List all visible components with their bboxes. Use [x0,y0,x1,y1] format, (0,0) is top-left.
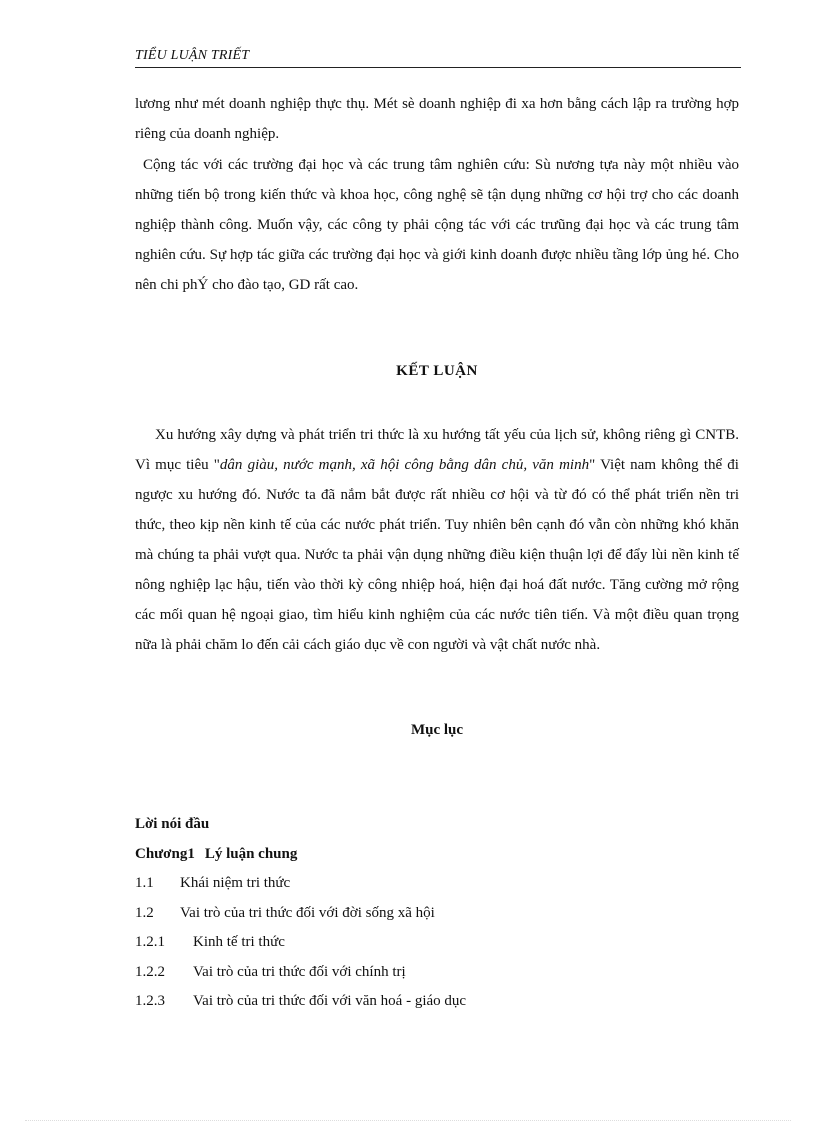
toc-item [135,899,739,929]
toc-chapter-1 [135,840,739,870]
toc-item [135,987,739,1017]
conclusion-paragraph [135,420,739,660]
toc-item [135,958,739,988]
conclusion-text-after: " Việt nam không thể đi ngược xu hướng đó. Nước ta đã nắm bắt được rất nhiều cơ hội và từ đó có thể phát triển nền tri thức, theo kịp nền kinh tế của các nước phát triển. Tuy nhiên bên cạnh đó vẫn còn những khó khăn mà chúng ta phải vượt qua. Nước ta phải vận dụng những điều kiện thuận lợi để đẩy lùi nền kinh tế nông nghiệp lạc hậu, tiến vào thời kỳ công nhiệp hoá, hiện đại hoá đất nước. Tăng cường mở rộng các mối quan hệ ngoại giao, tìm hiểu kinh nghiệm của các nước tiên tiến. Và một điều quan trọng nữa là phải chăm lo đến cải cách giáo dục về con người và vật chất nước nhà. [135,457,739,653]
toc-item-text: Vai trò của tri thức đối với văn hoá - giáo dục [193,993,467,1009]
toc-chapter-number: Chương1 [135,845,195,862]
paragraph-continuation [135,89,739,149]
conclusion-emphasis: dân giàu, nước mạnh, xã hội công bằng dân chủ, văn minh [219,457,590,473]
running-header [135,47,741,68]
toc-item-text: Vai trò của tri thức đối với đời sống xã hội [180,904,435,921]
paragraph-text: lương như mét doanh nghiệp thực thụ. Mét sè doanh nghiệp đi xa hơn bằng cách lập ra trường hợp riêng của doanh nghiệp. [135,96,739,142]
toc-item-number: 1.2.1 [135,934,165,950]
page-bottom-border [25,1120,791,1121]
toc-item-text: Khái niệm tri thức [180,875,291,891]
toc-item-number: 1.2.3 [135,993,165,1009]
toc-preface: Lời nói đầu [135,816,210,832]
toc-item-number: 1.2.2 [135,963,165,980]
conclusion-text-before: Xu hướng xây dựng và phát triển tri thức là xu hướng tất yếu của lịch sử, không riêng gì CNTB. Vì mục tiêu " [135,427,739,473]
toc-chapter-title: Lý luận chung [204,845,298,862]
toc-item-text: Kinh tế tri thức [193,934,285,950]
conclusion-text [135,420,739,660]
toc-item-number: 1.2 [135,904,154,921]
toc-item [135,928,739,958]
paragraph-text: Cộng tác với các trường đại học và các trung tâm nghiên cứu: Sù nương tựa này một nhiều vào những tiến bộ trong kiến thức và khoa học, công nghệ sẽ tận dụng những cơ hội trợ cho các doanh nghiệp thành công. Muốn vậy, các công ty phải cộng tác với các trưũng đại học và các trung tâm nghiên cứu. Sự hợp tác giữa các trường đại học và giới kinh doanh được nhiều tầng lớp ủng hé. Cho nên chi phÝ cho đào tạo, GD rất cao. [135,157,739,293]
header-title: TIỂU LUẬN TRIẾT [135,48,250,63]
toc-item [135,869,739,899]
conclusion-heading: KẾT LUẬN [396,363,478,379]
toc-item-number: 1.1 [135,875,154,891]
toc-heading: Mục lục [410,722,464,738]
table-of-contents [135,810,739,1017]
paragraph-university-cooperation [135,150,739,300]
toc-item-text: Vai trò của tri thức đối với chính trị [193,963,406,980]
